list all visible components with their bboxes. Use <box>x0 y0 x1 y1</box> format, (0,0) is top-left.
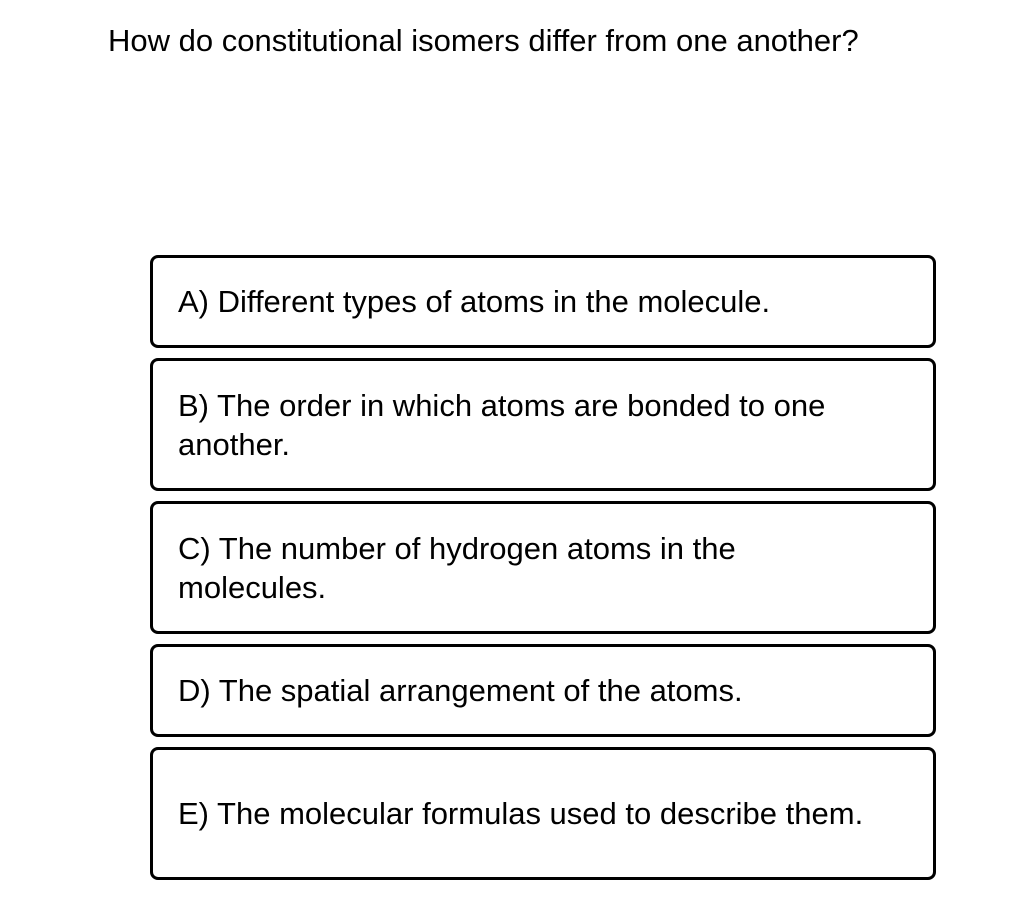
option-e-label: E) The molecular formulas used to describe them. <box>178 796 864 831</box>
option-e[interactable] <box>150 747 936 880</box>
option-d-label: D) The spatial arrangement of the atoms. <box>178 673 743 708</box>
option-b-label: B) The order in which atoms are bonded to one another. <box>178 387 826 462</box>
option-a-label: A) Different types of atoms in the molecule. <box>178 284 771 319</box>
option-c[interactable] <box>150 501 936 634</box>
option-b[interactable] <box>150 358 936 491</box>
question-text: How do constitutional isomers differ from one another? <box>108 23 859 58</box>
answer-options <box>150 255 936 880</box>
option-c-label: C) The number of hydrogen atoms in the molecules. <box>178 530 736 605</box>
option-a[interactable] <box>150 255 936 348</box>
option-d[interactable] <box>150 644 936 737</box>
